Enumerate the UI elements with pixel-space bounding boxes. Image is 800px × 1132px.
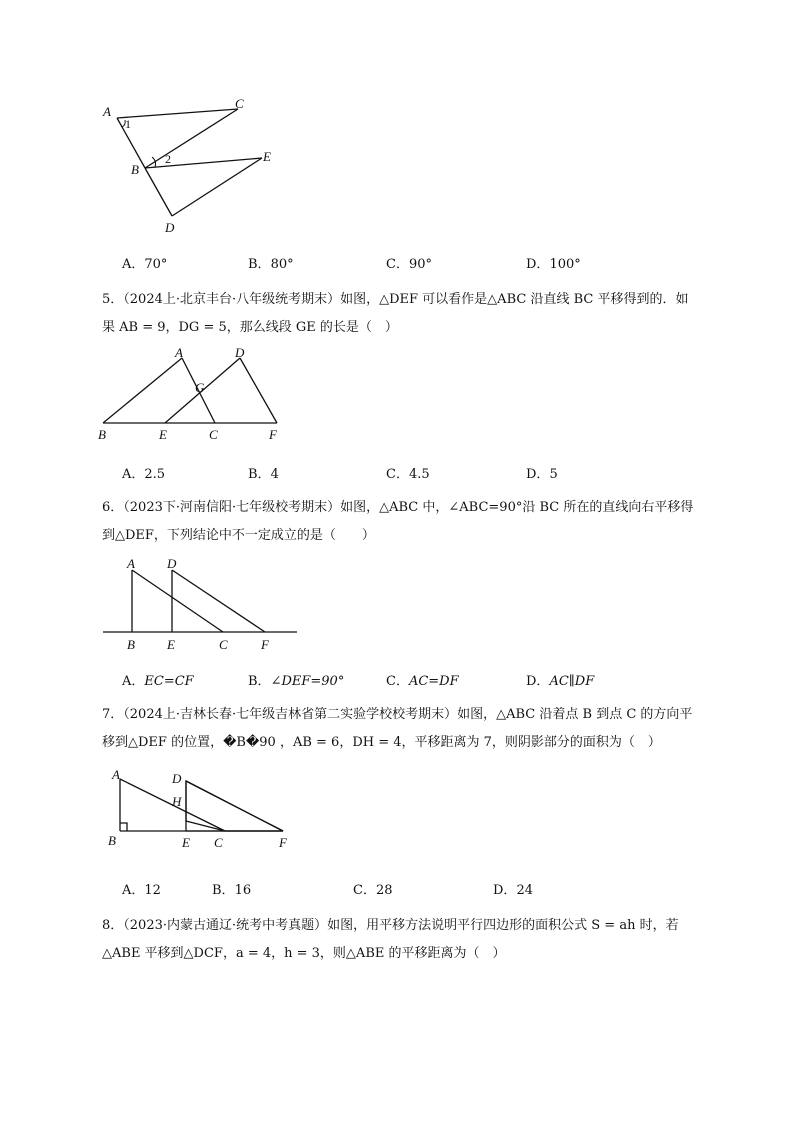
label-C: C [235,96,244,111]
label-D: D [165,220,175,235]
label-C: C [219,637,228,652]
segment-DE [172,158,262,216]
segment-AB [117,118,145,168]
figure-q7 [100,765,300,855]
q5-option-a[interactable]: A．2.5 [122,467,166,482]
q6-text-line2: 到△DEF，下列结论中不一定成立的是（ ） [102,528,375,543]
q7-option-b[interactable]: B．16 [212,883,252,898]
label-B: B [127,637,135,652]
q4-option-d[interactable]: D．100° [526,257,581,272]
q5-option-c[interactable]: C．4.5 [386,467,430,482]
segment-BA [103,358,182,423]
label-G: G [195,380,205,395]
q7-text-line2: 移到△DEF 的位置，�B�90 ，AB = 6，DH = 4，平移距离为 7，则阴影部分的面积为（ ） [102,735,661,750]
q5-option-d[interactable]: D．5 [526,467,558,482]
label-A: A [112,767,120,782]
label-A: A [103,104,111,119]
segment-DF [172,570,265,632]
q7-text-line1: 7．（2024上·吉林长春·七年级吉林省第二实验学校校考期末）如图，△ABC 沿着点 B 到点 C 的方向平 [102,707,693,722]
figure-q4 [95,95,295,235]
label-C: C [214,835,223,850]
q4-option-c[interactable]: C．90° [386,257,432,272]
segment-DF [240,358,277,423]
label-F: F [279,835,287,850]
label-H: H [172,794,182,809]
label-A: A [127,556,135,571]
label-E: E [167,637,175,652]
label-D: D [167,556,177,571]
q6-option-c[interactable]: C．AC=DF [386,674,459,689]
label-A: A [175,345,183,360]
label-E: E [182,835,190,850]
label-B: B [108,833,116,848]
label-angle-1: 1 [125,117,131,131]
label-D: D [172,771,182,786]
right-angle-mark [120,823,127,831]
q7-option-c[interactable]: C．28 [353,883,393,898]
label-E: E [263,149,271,164]
q5-text-line2: 果 AB = 9，DG = 5，那么线段 GE 的长是（ ） [102,320,398,335]
q5-text-line1: 5．（2024上·北京丰台·八年级统考期末）如图，△DEF 可以看作是△ABC 沿直线 BC 平移得到的．如 [102,292,689,307]
label-C: C [209,427,218,442]
q7-option-d[interactable]: D．24 [493,883,533,898]
segment-DF [186,781,283,831]
q6-option-a[interactable]: A．EC=CF [122,674,194,689]
segment-BD [145,168,172,216]
q4-option-b[interactable]: B．80° [248,257,294,272]
segment-CB [145,109,238,168]
q6-option-b[interactable]: B．∠DEF=90° [248,674,345,689]
label-B: B [98,427,106,442]
q5-option-b[interactable]: B．4 [248,467,279,482]
q6-option-d[interactable]: D．AC∥DF [526,674,595,689]
label-B: B [131,162,139,177]
label-F: F [269,427,277,442]
q7-option-a[interactable]: A．12 [122,883,161,898]
q4-option-a[interactable]: A．70° [122,257,168,272]
q6-text-line1: 6．（2023下·河南信阳·七年级校考期末）如图，△ABC 中，∠ABC=90°沿 BC 所在的直线向右平移得 [102,500,694,515]
label-E: E [159,427,167,442]
q8-text-line1: 8．（2023·内蒙古通辽·统考中考真题）如图，用平移方法说明平行四边形的面积公式 S = ah 时，若 [102,918,679,933]
label-angle-2: 2 [165,152,171,166]
segment-AC [132,570,223,632]
q8-text-line2: △ABE 平移到△DCF，a = 4，h = 3，则△ABE 的平移距离为（ ） [102,946,506,961]
figure-q5 [95,345,295,445]
segment-BE [145,158,262,168]
label-D: D [235,345,245,360]
segment-AC [117,109,238,118]
label-F: F [261,637,269,652]
figure-q6 [95,552,305,657]
